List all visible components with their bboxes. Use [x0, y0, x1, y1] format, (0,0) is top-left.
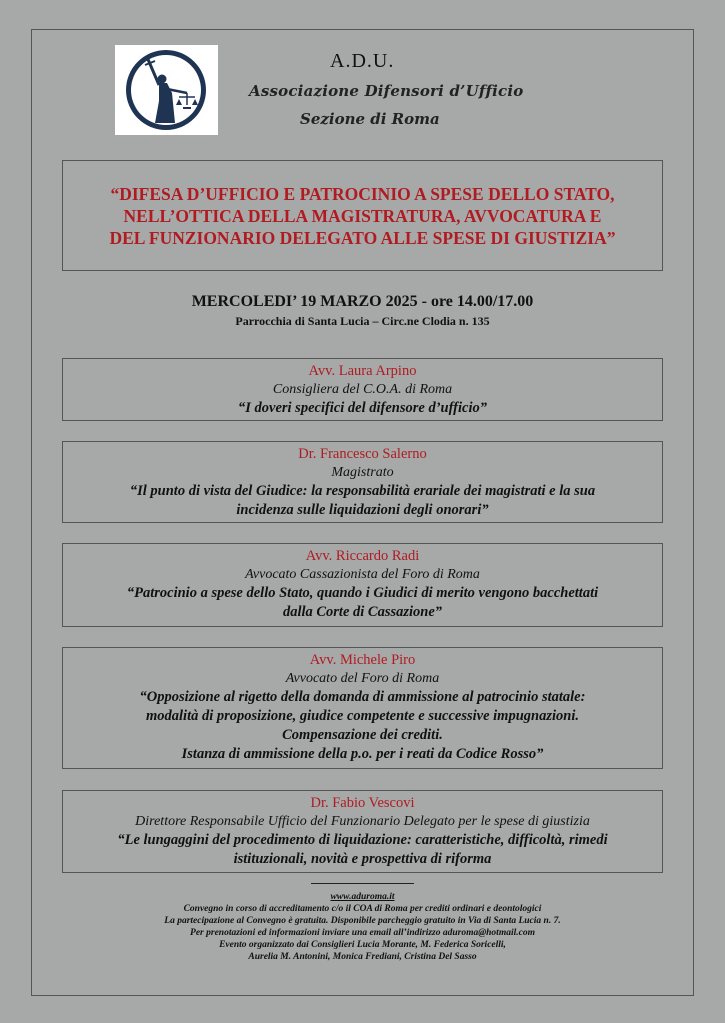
section-name: Sezione di Roma: [300, 110, 440, 128]
speaker-role: Magistrato: [331, 465, 394, 480]
justice-figure-icon: [115, 45, 218, 135]
speaker-role: Avvocato del Foro di Roma: [285, 671, 440, 686]
footer-divider: [311, 883, 414, 884]
speaker-name: Dr. Francesco Salerno: [298, 446, 427, 462]
talk-title: “Le lungaggini del procedimento di liquidazione: caratteristiche, difficoltà, rimedi: [117, 832, 608, 848]
talk-title: “Il punto di vista del Giudice: la responsabilità erariale dei magistrati e la sua: [129, 483, 596, 499]
footer-line: Convegno in corso di accreditamento c/o il COA di Roma per crediti ordinari e deontologici: [183, 904, 542, 914]
conference-title: [109, 183, 615, 249]
talk-title: “Patrocinio a spese dello Stato, quando i Giudici di merito vengono bacchettati: [126, 585, 599, 601]
talk-title: Compensazione dei crediti.: [282, 727, 443, 743]
acronym-heading: A.D.U.: [330, 50, 395, 72]
talk-title: incidenza sulle liquidazioni degli onorari”: [236, 502, 489, 518]
event-place: Parrocchia di Santa Lucia – Circ.ne Clodia n. 135: [235, 314, 490, 328]
title-line: NELL’OTTICA DELLA MAGISTRATURA, AVVOCATURA E: [123, 205, 602, 226]
speaker-box: [62, 647, 663, 769]
title-line: DEL FUNZIONARIO DELEGATO ALLE SPESE DI GIUSTIZIA”: [109, 227, 616, 248]
event-date: [0, 293, 725, 311]
adu-logo: [115, 45, 218, 135]
footer-line: Aurelia M. Antonini, Monica Frediani, Cristina Del Sasso: [248, 952, 477, 962]
speaker-role: Consigliera del C.O.A. di Roma: [272, 382, 453, 397]
talk-title: dalla Corte di Cassazione”: [282, 604, 443, 620]
talk-title: “I doveri specifici del difensore d’ufficio”: [238, 400, 487, 416]
speaker-name: Avv. Laura Arpino: [308, 363, 417, 379]
speaker-name: Dr. Fabio Vescovi: [310, 795, 415, 811]
footer-line: Per prenotazioni ed informazioni inviare una email all’indirizzo aduroma@hotmail.com: [190, 928, 535, 938]
website-link[interactable]: www.aduroma.it: [330, 892, 395, 902]
event-time: - ore 14.00/17.00: [417, 293, 534, 310]
footer-notes: [0, 891, 725, 963]
speaker-name: Avv. Riccardo Radi: [305, 548, 420, 564]
footer-line: Evento organizzato dai Consiglieri Lucia Morante, M. Federica Soricelli,: [219, 940, 506, 950]
talk-title: Istanza di ammissione della p.o. per i reati da Codice Rosso”: [181, 746, 544, 762]
speaker-role: Direttore Responsabile Ufficio del Funzionario Delegato per le spese di giustizia: [135, 814, 590, 829]
speaker-box: [62, 358, 663, 421]
talk-title: “Opposizione al rigetto della domanda di ammissione al patrocinio statale:: [139, 689, 586, 705]
footer-line: La partecipazione al Convegno è gratuita. Disponibile parcheggio gratuito in Via di Santa Lucia n. 7.: [164, 916, 561, 926]
speaker-box: [62, 441, 663, 523]
association-name: Associazione Difensori d’Ufficio: [249, 82, 524, 100]
event-day: MERCOLEDI’ 19 MARZO 2025: [191, 293, 418, 310]
speaker-name: Avv. Michele Piro: [309, 652, 416, 668]
speaker-role: Avvocato Cassazionista del Foro di Roma: [245, 567, 480, 582]
speaker-box: [62, 790, 663, 873]
talk-title: istituzionali, novità e prospettiva di riforma: [233, 851, 492, 867]
talk-title: modalità di proposizione, giudice competente e successive impugnazioni.: [146, 708, 579, 724]
title-box: [62, 160, 663, 271]
speaker-box: [62, 543, 663, 627]
title-line: “DIFESA D’UFFICIO E PATROCINIO A SPESE DELLO STATO,: [110, 183, 615, 204]
